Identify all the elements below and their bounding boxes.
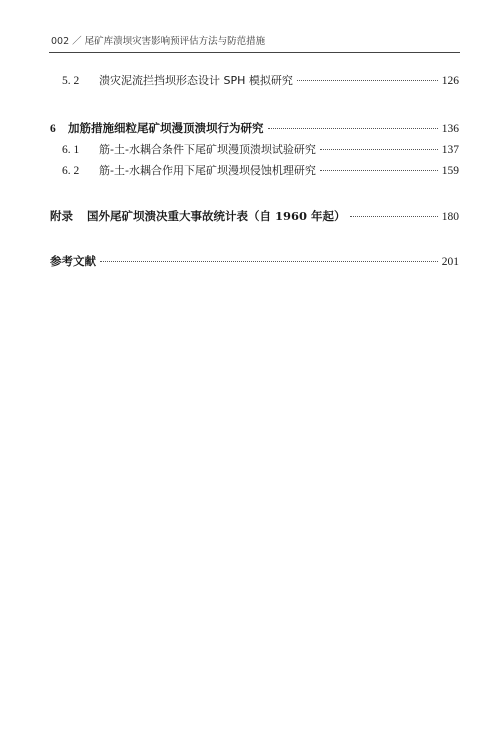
toc-entry-chapter-6[interactable] [50,121,459,136]
dot-leader [320,170,438,171]
toc-title: 加筋措施细粒尾矿坝漫顶溃坝行为研究 [68,121,264,135]
dot-leader [297,80,438,81]
toc-number: 附录 [50,209,73,223]
toc-entry-appendix[interactable] [50,209,459,224]
dot-leader [320,149,438,150]
dot-leader [100,261,438,262]
toc-number: 6. 1 [62,144,80,156]
toc-number: 6. 2 [62,165,80,177]
toc-entry-5-2[interactable] [62,74,459,88]
toc-page-number: 180 [441,211,459,223]
toc-number: 5. 2 [62,75,80,87]
toc-page-number: 159 [441,165,459,177]
dot-leader [268,128,438,129]
toc-title: 筋-土-水耦合条件下尾矿坝漫顶溃坝试验研究 [99,143,316,156]
toc-page-number: 137 [441,144,459,156]
running-head: 002 ／ 尾矿库溃坝灾害影响预评估方法与防范措施 [51,36,266,47]
toc-title: 筋-土-水耦合作用下尾矿坝漫坝侵蚀机理研究 [99,164,316,177]
toc-title: 溃灾泥流拦挡坝形态设计 SPH 模拟研究 [99,74,293,87]
toc-page-number: 126 [441,75,459,87]
toc-entry-6-1[interactable] [62,143,459,157]
toc-page-number: 136 [441,123,459,135]
toc-entry-6-2[interactable] [62,164,459,178]
toc-title: 参考文献 [50,254,96,268]
toc-number: 6 [50,123,56,135]
dot-leader [350,216,438,217]
toc-title: 国外尾矿坝溃决重大事故统计表（自 1960 年起） [87,209,346,223]
header-rule [49,52,460,53]
toc-page-number: 201 [441,256,459,268]
toc-entry-references[interactable] [50,254,459,269]
